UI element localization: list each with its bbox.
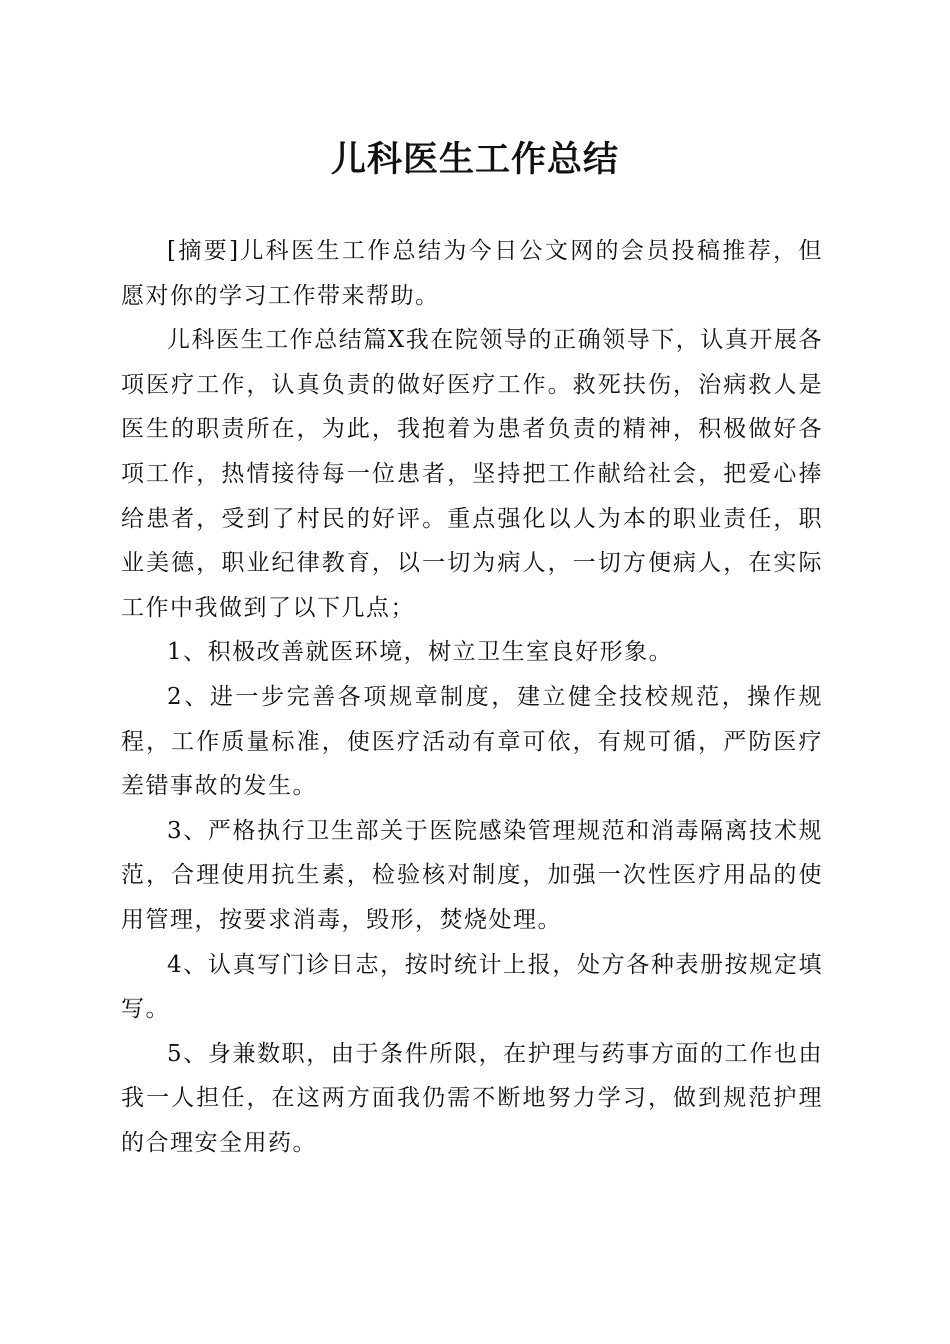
paragraph-intro: 儿科医生工作总结篇X我在院领导的正确领导下，认真开展各项医疗工作，认真负责的做好医疗工作。救死扶伤，治病救人是医生的职责所在，为此，我抱着为患者负责的精神，积极做好各项工作，热情接待每一位患者，坚持把工作献给社会，把爱心捧给患者，受到了村民的好评。重点强化以人为本的职业责任，职业美德，职业纪律教育，以一切为病人，一切方便病人，在实际工作中我做到了以下几点； [121,327,823,621]
paragraph-item-5: 5、身兼数职，由于条件所限，在护理与药事方面的工作也由我一人担任，在这两方面我仍需不断地努力学习，做到规范护理的合理安全用药。 [121,1040,823,1156]
paragraph-item-2: 2、进一步完善各项规章制度，建立健全技校规范，操作规程，工作质量标准，使医疗活动有章可依，有规可循，严防医疗差错事故的发生。 [121,683,823,800]
paragraph-item-1: 1、积极改善就医环境，树立卫生室良好形象。 [167,639,674,666]
paragraph-item-3: 3、严格执行卫生部关于医院感染管理规范和消毒隔离技术规范，合理使用抗生素，检验核对制度，加强一次性医疗用品的使用管理，按要求消毒，毁形，焚烧处理。 [121,817,823,933]
paragraph-abstract: [摘要]儿科医生工作总结为今日公文网的会员投稿推荐，但愿对你的学习工作带来帮助。 [121,238,823,309]
document-title: 儿科医生工作总结 [330,139,619,180]
paragraph-item-4: 4、认真写门诊日志，按时统计上报，处方各种表册按规定填写。 [121,951,823,1023]
document-body [121,229,823,1165]
